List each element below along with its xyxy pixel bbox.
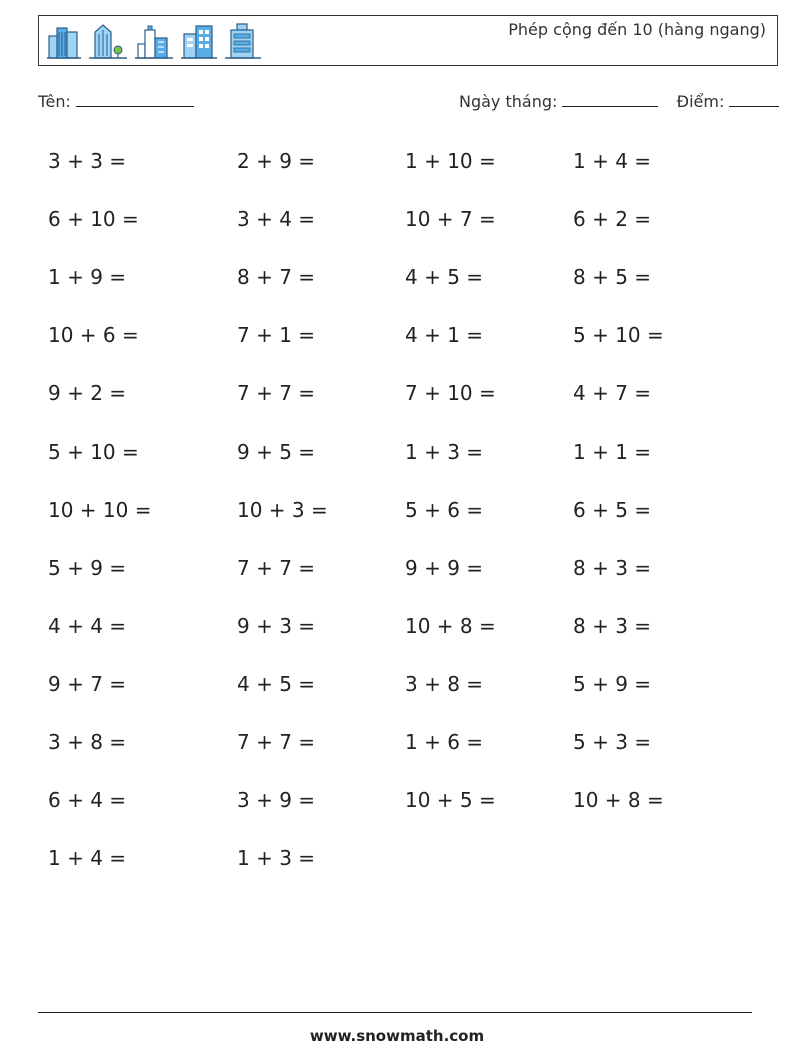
problem-item: 9 + 5 =	[237, 440, 316, 464]
problem-item: 8 + 5 =	[573, 265, 652, 289]
header-icons	[47, 22, 261, 64]
score-label: Điểm:	[676, 92, 725, 111]
problem-item: 7 + 10 =	[405, 381, 496, 405]
tower-tree-icon	[89, 22, 127, 62]
problem-item: 1 + 1 =	[573, 440, 652, 464]
problem-item: 8 + 7 =	[237, 265, 316, 289]
city-icon	[135, 22, 173, 62]
problem-item: 1 + 10 =	[405, 149, 496, 173]
name-label: Tên:	[38, 92, 71, 111]
date-score-fields	[459, 92, 779, 111]
problem-item: 9 + 2 =	[48, 381, 127, 405]
problem-item: 10 + 5 =	[405, 788, 496, 812]
problem-item: 3 + 8 =	[405, 672, 484, 696]
problem-item: 9 + 3 =	[237, 614, 316, 638]
problem-item: 10 + 6 =	[48, 323, 139, 347]
problem-item: 10 + 8 =	[573, 788, 664, 812]
problem-item: 4 + 5 =	[237, 672, 316, 696]
problem-item: 3 + 4 =	[237, 207, 316, 231]
problem-item: 8 + 3 =	[573, 556, 652, 580]
problem-item: 9 + 7 =	[48, 672, 127, 696]
problem-item: 1 + 6 =	[405, 730, 484, 754]
problem-item: 6 + 4 =	[48, 788, 127, 812]
building-icon	[47, 22, 81, 62]
office-icon	[181, 22, 217, 62]
footer-url: www.snowmath.com	[309, 1027, 485, 1045]
problem-item: 9 + 9 =	[405, 556, 484, 580]
problem-item: 3 + 9 =	[237, 788, 316, 812]
date-label: Ngày tháng:	[459, 92, 558, 111]
problem-item: 10 + 8 =	[405, 614, 496, 638]
problem-item: 7 + 7 =	[237, 730, 316, 754]
problem-item: 10 + 10 =	[48, 498, 152, 522]
worksheet-header	[38, 15, 778, 66]
problem-item: 4 + 5 =	[405, 265, 484, 289]
problem-item: 4 + 7 =	[573, 381, 652, 405]
problem-item: 5 + 9 =	[48, 556, 127, 580]
problem-item: 7 + 7 =	[237, 381, 316, 405]
problem-item: 3 + 3 =	[48, 149, 127, 173]
footer-divider	[38, 1012, 752, 1013]
problem-item: 5 + 6 =	[405, 498, 484, 522]
problem-item: 3 + 8 =	[48, 730, 127, 754]
problem-item: 2 + 9 =	[237, 149, 316, 173]
name-blank[interactable]	[76, 92, 194, 107]
problem-item: 4 + 4 =	[48, 614, 127, 638]
problem-item: 10 + 7 =	[405, 207, 496, 231]
problem-item: 1 + 3 =	[237, 846, 316, 870]
problem-item: 8 + 3 =	[573, 614, 652, 638]
problem-item: 7 + 7 =	[237, 556, 316, 580]
problem-item: 6 + 2 =	[573, 207, 652, 231]
problem-item: 1 + 4 =	[48, 846, 127, 870]
date-blank[interactable]	[562, 92, 658, 107]
name-field	[38, 92, 194, 111]
problem-item: 5 + 10 =	[573, 323, 664, 347]
problem-item: 1 + 4 =	[573, 149, 652, 173]
problem-item: 1 + 9 =	[48, 265, 127, 289]
problem-item: 4 + 1 =	[405, 323, 484, 347]
problem-item: 5 + 10 =	[48, 440, 139, 464]
worksheet-title: Phép cộng đến 10 (hàng ngang)	[508, 20, 766, 39]
skyscraper-icon	[225, 22, 261, 62]
problem-item: 10 + 3 =	[237, 498, 328, 522]
problem-item: 5 + 3 =	[573, 730, 652, 754]
problem-item: 5 + 9 =	[573, 672, 652, 696]
problem-item: 6 + 10 =	[48, 207, 139, 231]
problem-item: 7 + 1 =	[237, 323, 316, 347]
problem-item: 6 + 5 =	[573, 498, 652, 522]
problem-item: 1 + 3 =	[405, 440, 484, 464]
score-blank[interactable]	[729, 92, 779, 107]
